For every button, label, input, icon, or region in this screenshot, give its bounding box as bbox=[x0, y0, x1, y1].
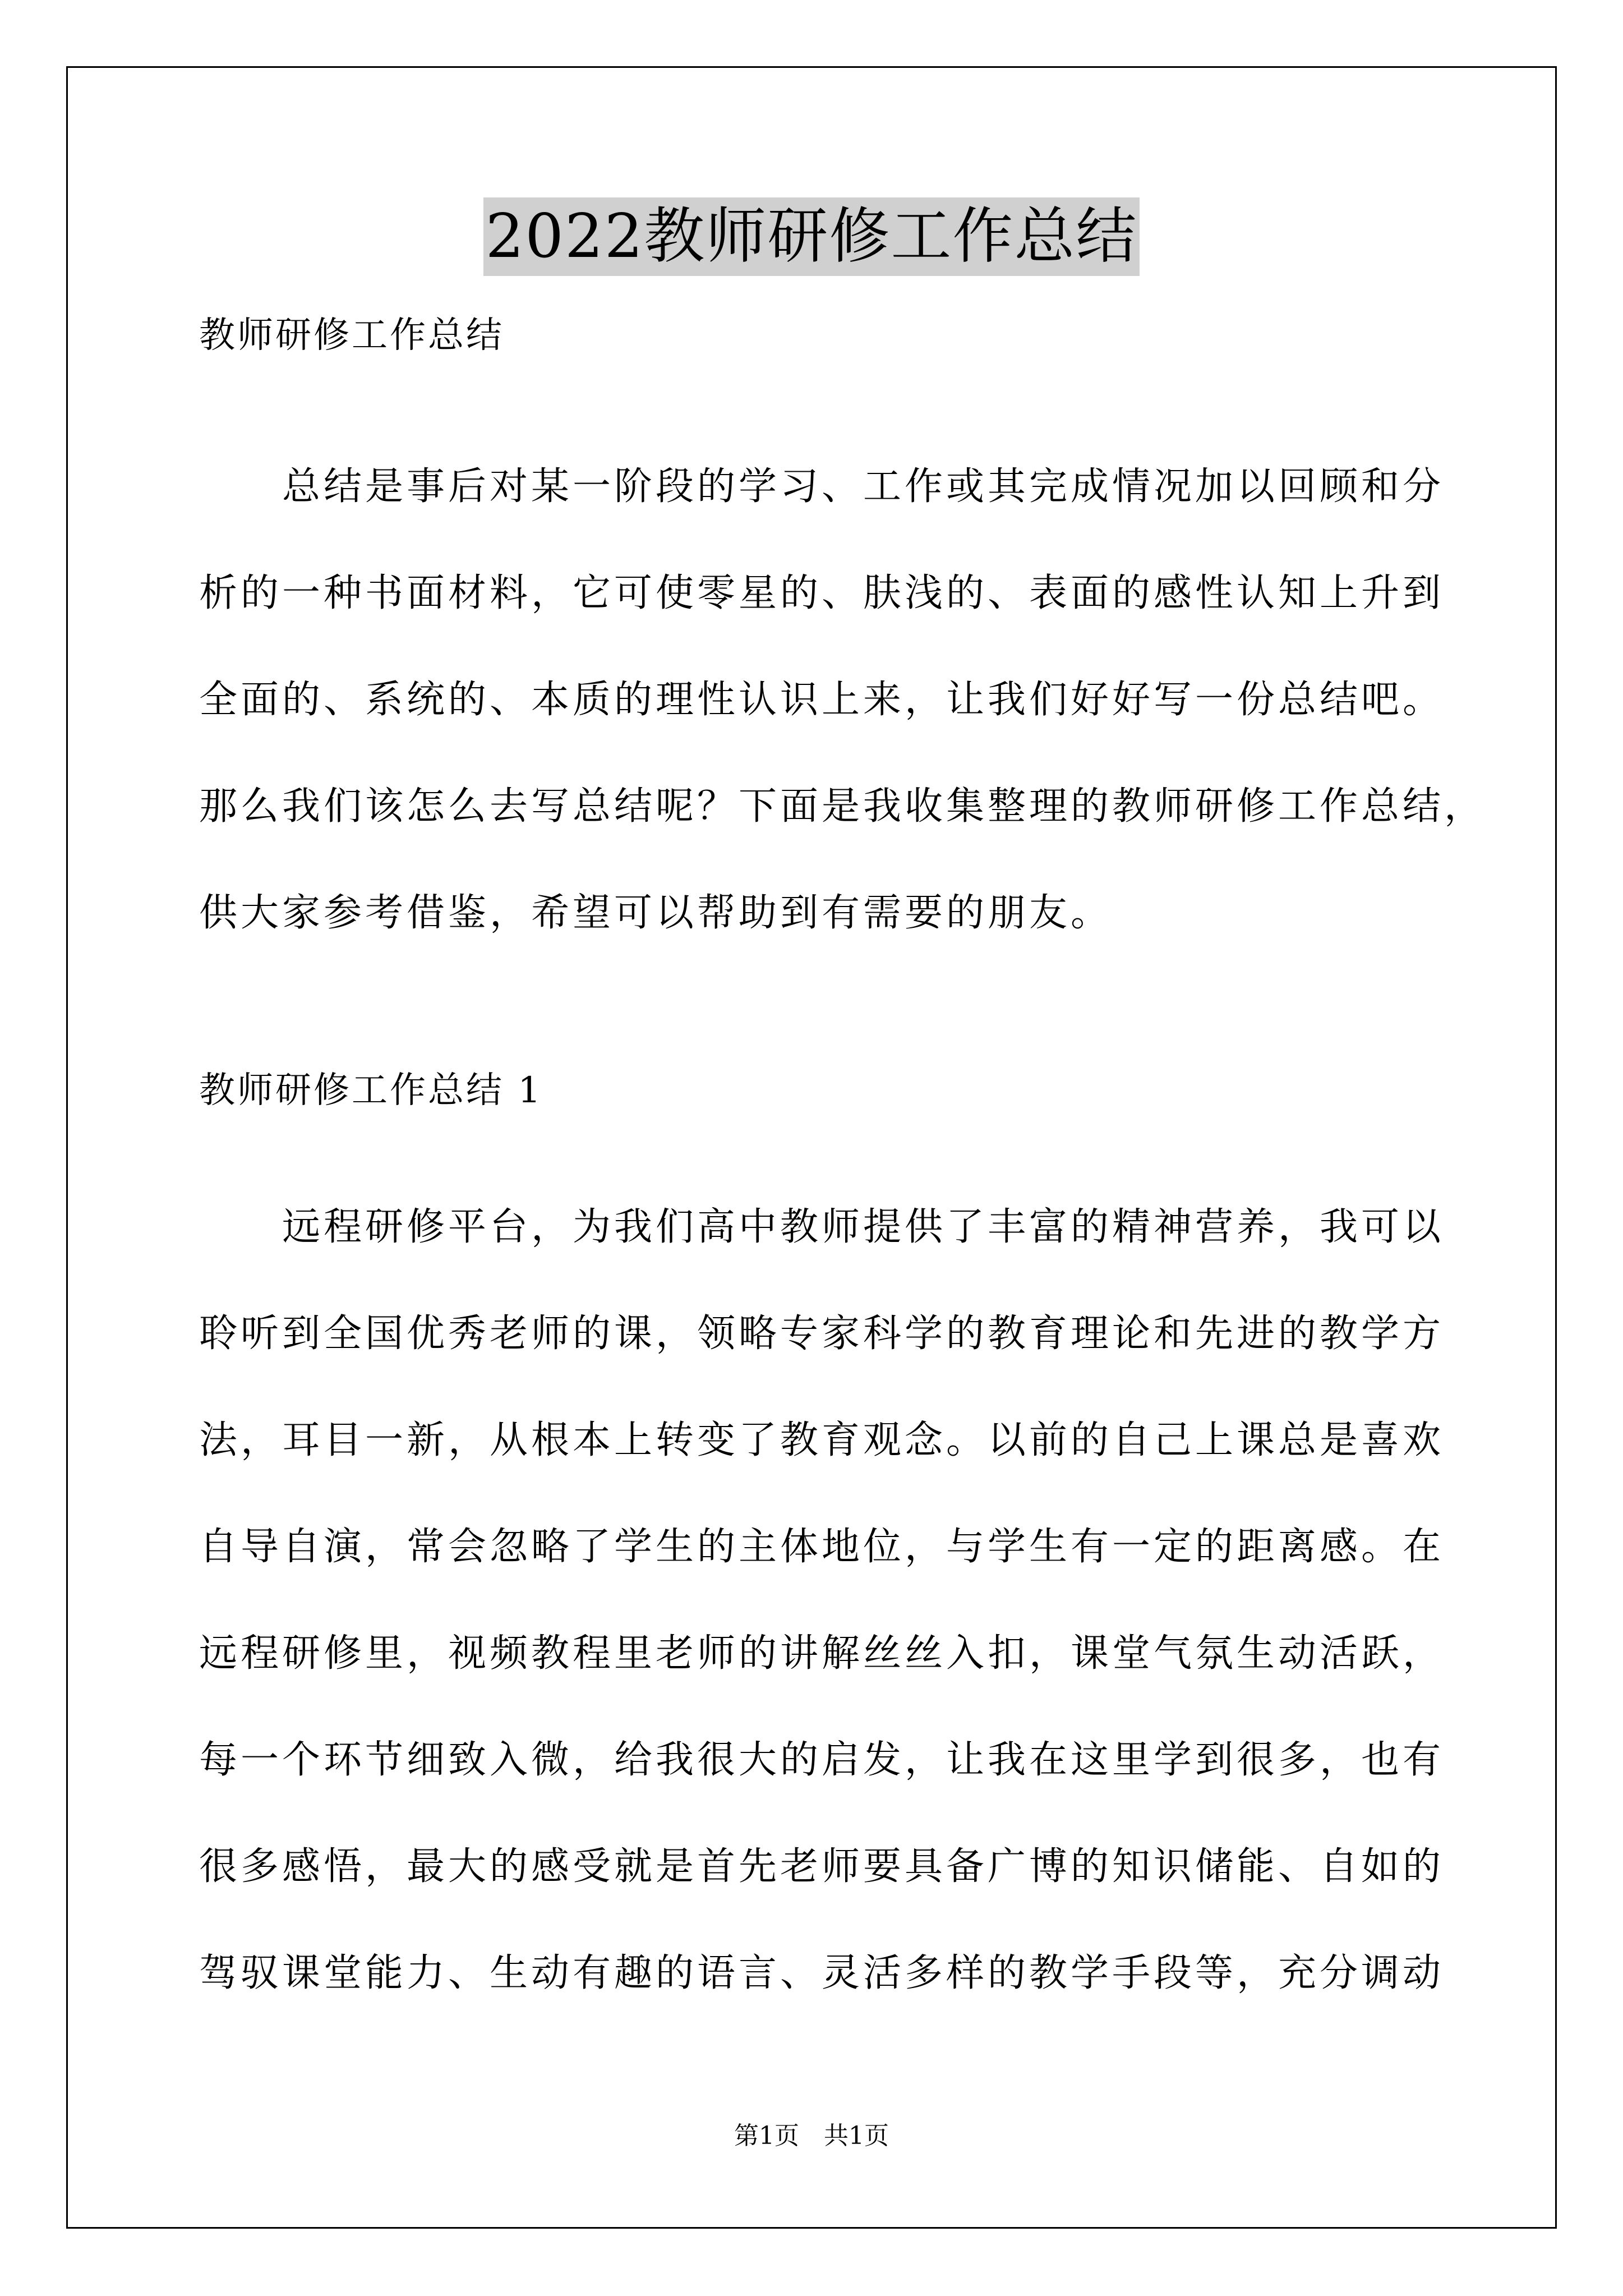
page-border bbox=[66, 66, 1557, 2229]
intro-line: 那么我们该怎么去写总结呢？下面是我收集整理的教师研修工作总结， bbox=[199, 784, 1486, 829]
section-heading: 教师研修工作总结 1 bbox=[199, 1070, 543, 1111]
body-line: 驾驭课堂能力、生动有趣的语言、灵活多样的教学手段等，充分调动 bbox=[199, 1951, 1445, 1995]
body-line: 法，耳目一新，从根本上转变了教育观念。以前的自己上课总是喜欢 bbox=[199, 1418, 1445, 1462]
intro-line: 供大家参考借鉴，希望可以帮助到有需要的朋友。 bbox=[199, 891, 1113, 935]
intro-line: 析的一种书面材料，它可使零星的、肤浅的、表面的感性认知上升到 bbox=[199, 571, 1445, 615]
page-footer: 第1页 共1页 bbox=[734, 2122, 889, 2150]
body-line: 很多感悟，最大的感受就是首先老师要具备广博的知识储能、自如的 bbox=[199, 1844, 1445, 1889]
body-line: 聆听到全国优秀老师的课，领略专家科学的教育理论和先进的教学方 bbox=[199, 1312, 1445, 1356]
intro-line: 全面的、系统的、本质的理性认识上来，让我们好好写一份总结吧。 bbox=[199, 678, 1445, 722]
intro-line: 总结是事后对某一阶段的学习、工作或其完成情况加以回顾和分 bbox=[199, 464, 1445, 509]
document-title: 2022教师研修工作总结 bbox=[483, 197, 1140, 276]
body-line: 每一个环节细致入微，给我很大的启发，让我在这里学到很多，也有 bbox=[199, 1738, 1445, 1782]
document-subtitle: 教师研修工作总结 bbox=[199, 315, 504, 356]
body-line: 自导自演，常会忽略了学生的主体地位，与学生有一定的距离感。在 bbox=[199, 1525, 1445, 1569]
title-container bbox=[0, 197, 1623, 276]
body-line: 远程研修平台，为我们高中教师提供了丰富的精神营养，我可以 bbox=[199, 1205, 1445, 1249]
body-line: 远程研修里，视频教程里老师的讲解丝丝入扣，课堂气氛生动活跃， bbox=[199, 1631, 1445, 1676]
